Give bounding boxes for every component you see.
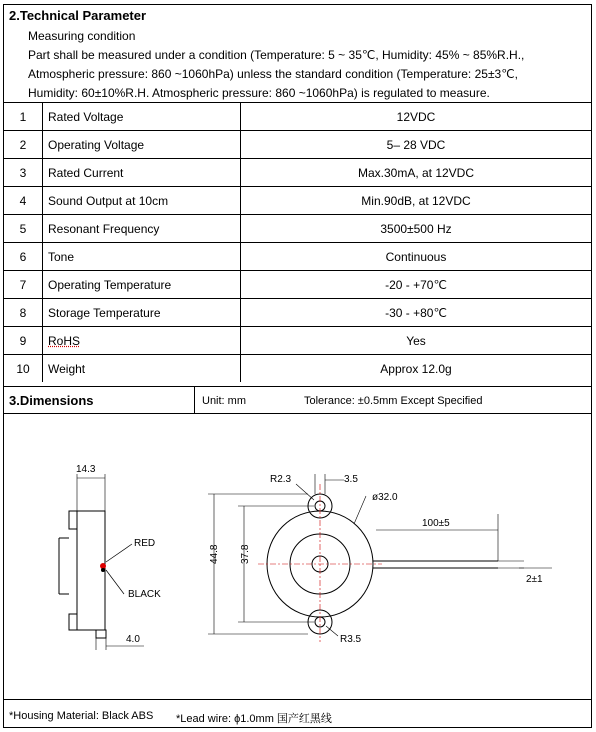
parameter-name: Resonant Frequency xyxy=(48,221,160,236)
table-row xyxy=(4,103,591,131)
table-row xyxy=(4,215,591,243)
row-value: Continuous xyxy=(241,243,592,271)
row-number: 5 xyxy=(4,215,43,243)
parameter-table xyxy=(4,102,591,382)
parameter-name: Sound Output at 10cm xyxy=(48,193,169,208)
row-number: 7 xyxy=(4,271,43,299)
row-number: 1 xyxy=(4,103,43,131)
row-value: Approx 12.0g xyxy=(241,355,592,383)
dim-width-top: 14.3 xyxy=(76,464,96,475)
parameter-name: RoHS xyxy=(48,333,81,348)
black-wire-dot xyxy=(101,568,105,572)
tolerance-label: Tolerance: ±0.5mm Except Specified xyxy=(304,395,483,407)
row-parameter xyxy=(43,355,241,383)
condition-line: Atmospheric pressure: 860 ~1060hPa) unless the standard condition (Temperature: 25±3℃, xyxy=(28,67,519,81)
dim-lead-width: 2±1 xyxy=(526,574,543,585)
row-number: 9 xyxy=(4,327,43,355)
table-row xyxy=(4,271,591,299)
row-number: 10 xyxy=(4,355,43,383)
row-value: -20 - +70℃ xyxy=(241,271,592,299)
side-lip xyxy=(96,630,106,638)
row-value: 5– 28 VDC xyxy=(241,131,592,159)
row-value: Min.90dB, at 12VDC xyxy=(241,187,592,215)
row-number: 6 xyxy=(4,243,43,271)
row-value: -30 - +80℃ xyxy=(241,299,592,327)
row-number: 8 xyxy=(4,299,43,327)
table-row xyxy=(4,131,591,159)
dim-r-top: R2.3 xyxy=(270,474,292,485)
dim-hole-width: 3.5 xyxy=(344,474,358,485)
housing-material: *Housing Material: Black ABS xyxy=(9,710,154,722)
row-value: Yes xyxy=(241,327,592,355)
row-value: 12VDC xyxy=(241,103,592,131)
side-step-bottom xyxy=(69,614,77,630)
section-dimensions-title: 3.Dimensions xyxy=(9,393,94,408)
footer xyxy=(4,699,591,730)
parameter-name: Storage Temperature xyxy=(48,305,161,320)
table-row xyxy=(4,159,591,187)
parameter-name: Operating Temperature xyxy=(48,277,172,292)
header-divider xyxy=(194,387,195,413)
side-body xyxy=(77,511,105,630)
row-parameter xyxy=(43,271,241,299)
condition-text xyxy=(28,46,588,103)
spec-sheet xyxy=(3,4,592,728)
row-value: 3500±500 Hz xyxy=(241,215,592,243)
unit-label: Unit: mm xyxy=(202,395,246,407)
lead-wire: *Lead wire: ϕ1.0mm 国产红黑线 xyxy=(176,713,332,725)
dim-diameter: ø32.0 xyxy=(372,492,398,503)
dim-height-outer: 44.8 xyxy=(209,544,220,564)
dim-height-inner: 37.8 xyxy=(240,544,251,564)
row-parameter xyxy=(43,215,241,243)
section-technical-title: 2.Technical Parameter xyxy=(9,8,147,23)
parameter-name: Tone xyxy=(48,249,75,264)
label-black: BLACK xyxy=(128,589,161,600)
parameter-name: Rated Current xyxy=(48,165,124,180)
dimension-drawing xyxy=(4,414,591,698)
row-parameter xyxy=(43,327,241,355)
table-row xyxy=(4,243,591,271)
row-parameter xyxy=(43,103,241,131)
dim-lead-length: 100±5 xyxy=(422,518,450,529)
table-row xyxy=(4,355,591,383)
parameter-name: Weight xyxy=(48,361,86,376)
row-parameter xyxy=(43,187,241,215)
condition-line: Humidity: 60±10%R.H. Atmospheric pressure: 860 ~1060hPa) is regulated to measure. xyxy=(28,86,490,100)
parameter-name: Operating Voltage xyxy=(48,137,145,152)
row-number: 3 xyxy=(4,159,43,187)
label-red: RED xyxy=(134,538,156,549)
dim-r-bottom: R3.5 xyxy=(340,634,362,645)
table-row xyxy=(4,327,591,355)
table-row xyxy=(4,299,591,327)
condition-line: Part shall be measured under a condition (Temperature: 5 ~ 35℃, Humidity: 45% ~ 85%R.H., xyxy=(28,48,525,62)
table-row xyxy=(4,187,591,215)
row-number: 2 xyxy=(4,131,43,159)
measuring-condition-label: Measuring condition xyxy=(28,29,136,43)
row-number: 4 xyxy=(4,187,43,215)
dim-width-bottom: 4.0 xyxy=(126,634,140,645)
row-value: Max.30mA, at 12VDC xyxy=(241,159,592,187)
dimensions-header xyxy=(4,386,591,414)
row-parameter xyxy=(43,159,241,187)
row-parameter xyxy=(43,299,241,327)
side-step-top xyxy=(69,511,77,529)
row-parameter xyxy=(43,243,241,271)
parameter-name: Rated Voltage xyxy=(48,109,124,124)
row-parameter xyxy=(43,131,241,159)
